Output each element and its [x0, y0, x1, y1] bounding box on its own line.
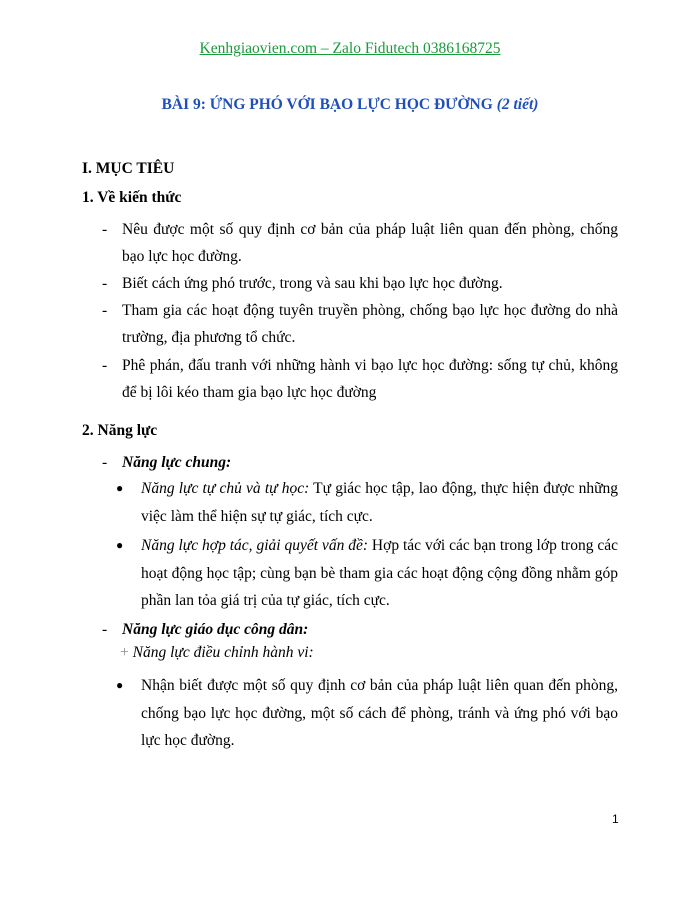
knowledge-item-text: Tham gia các hoạt động tuyên truyền phòng, chống bạo lực học đường do nhà trường, địa phương tổ chức.: [122, 302, 618, 346]
behavior-adjustment-line: [120, 644, 314, 662]
general-competence-item: [82, 532, 618, 615]
bullet-icon: ●: [116, 678, 124, 692]
page-number: 1: [612, 812, 619, 826]
competence-item-lead: Năng lực hợp tác, giải quyết vấn đề:: [141, 537, 369, 554]
dash-marker: -: [102, 621, 108, 638]
knowledge-item: [82, 216, 618, 270]
behavior-adjustment-label: Năng lực điều chỉnh hành vi:: [132, 644, 314, 661]
header-contact-link[interactable]: Zalo Fidutech 0386168725: [332, 40, 501, 57]
knowledge-item: [82, 270, 618, 297]
lesson-title-note: (2 tiết): [496, 96, 539, 113]
lesson-title: [0, 96, 700, 114]
competence-item-text: Tự giác học tập, lao động, thực hiện được những việc làm thể hiện sự tự giác, tích cực.: [141, 480, 618, 525]
competence-item-lead: Năng lực tự chủ và tự học:: [141, 480, 310, 497]
knowledge-item-text: Nêu được một số quy định cơ bản của pháp luật liên quan đến phòng, chống bạo lực học đường.: [122, 221, 618, 265]
dash-marker: -: [102, 357, 108, 374]
dash-marker: -: [102, 454, 108, 471]
general-competence-label: Năng lực chung:: [122, 454, 232, 471]
civic-competence-item-text: Nhận biết được một số quy định cơ bản của pháp luật liên quan đến phòng, chống bạo lực học đường, một số cách để phòng, tránh và ứng phó với bạo lực học đường.: [141, 677, 618, 749]
civic-competence-heading: [82, 616, 618, 643]
lesson-title-main: BÀI 9: ỨNG PHÓ VỚI BẠO LỰC HỌC ĐƯỜNG: [161, 96, 493, 113]
page-header: [0, 40, 700, 58]
knowledge-item: [82, 297, 618, 351]
competence-item-text: Hợp tác với các bạn trong lớp trong các hoạt động học tập; cùng bạn bè tham gia các hoạt động cộng đồng nhằm góp phần lan tỏa giá trị của tự giác, tích cực.: [141, 537, 618, 609]
bullet-icon: ●: [116, 538, 124, 552]
plus-marker: +: [120, 644, 129, 661]
civic-competence-item: [82, 672, 618, 755]
dash-marker: -: [102, 302, 108, 319]
competence-heading: 2. Năng lực: [82, 422, 158, 439]
general-competence-item: [82, 475, 618, 530]
dash-marker: -: [102, 221, 108, 238]
header-separator: –: [317, 40, 333, 57]
header-site-link[interactable]: Kenhgiaovien.com: [199, 40, 318, 57]
section-heading-objectives: I. MỤC TIÊU: [82, 160, 175, 177]
knowledge-item-text: Phê phán, đấu tranh với những hành vi bạo lực học đường: sống tự chủ, không để bị lôi kéo tham gia bạo lực học đường: [122, 357, 618, 401]
dash-marker: -: [102, 275, 108, 292]
bullet-icon: ●: [116, 481, 124, 495]
general-competence-heading: [82, 449, 618, 476]
knowledge-heading: 1. Về kiến thức: [82, 189, 182, 206]
knowledge-item: [82, 352, 618, 406]
knowledge-item-text: Biết cách ứng phó trước, trong và sau khi bạo lực học đường.: [122, 275, 503, 292]
civic-competence-label: Năng lực giáo dục công dân:: [122, 621, 309, 638]
